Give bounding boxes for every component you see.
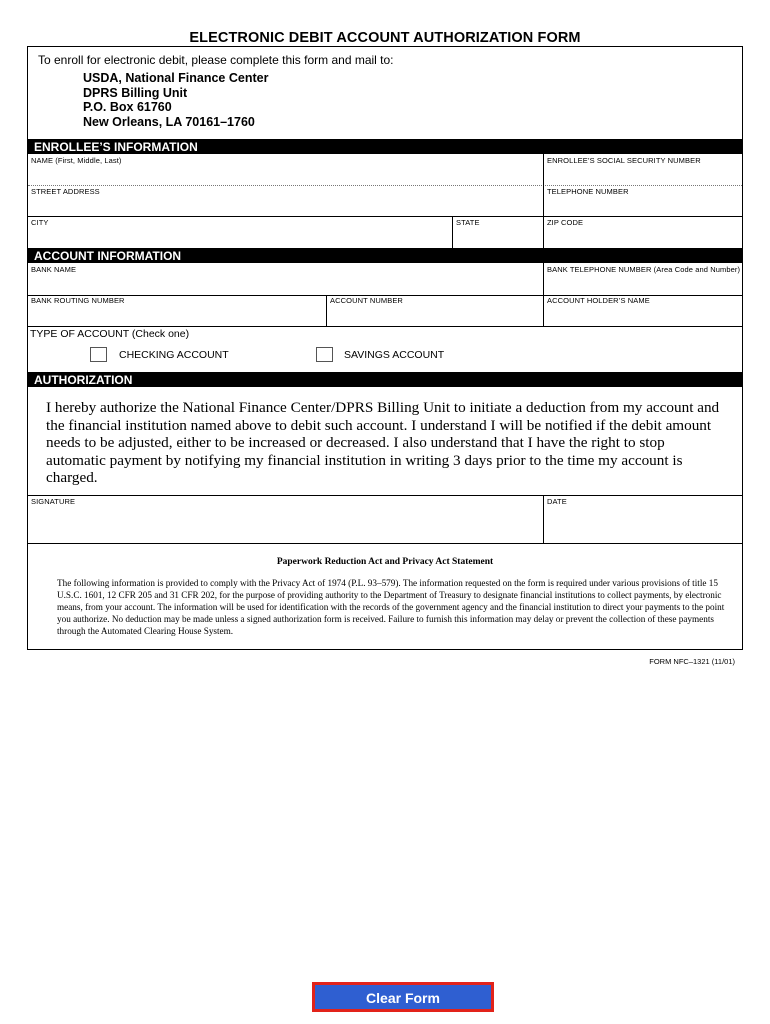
routing-number-field[interactable] — [30, 305, 326, 325]
account-holder-label: ACCOUNT HOLDER’S NAME — [547, 296, 650, 305]
date-label: DATE — [547, 497, 567, 506]
account-number-label: ACCOUNT NUMBER — [330, 296, 403, 305]
divider — [28, 216, 742, 217]
checking-account-checkbox[interactable] — [90, 347, 107, 362]
privacy-title: Paperwork Reduction Act and Privacy Act Statement — [276, 557, 494, 567]
divider — [326, 295, 327, 326]
divider — [543, 295, 544, 326]
ssn-field[interactable] — [546, 165, 744, 185]
authorization-text: I hereby authorize the National Finance Center/DPRS Billing Unit to initiate a deduction from my account and the financial institution named above to debit such account. I understand I will be notified if the debit amount needs to be adjusted, either to be increased or decreased. I also understand that I have the right to stop automatic payment by notifying my financial institution in writing 3 days prior to the time my account is charged. — [46, 399, 720, 487]
state-field[interactable] — [455, 227, 543, 247]
state-label: STATE — [456, 218, 480, 227]
savings-account-label: SAVINGS ACCOUNT — [344, 349, 445, 361]
city-label: CITY — [31, 218, 49, 227]
name-field[interactable] — [30, 165, 542, 185]
divider — [28, 326, 742, 327]
telephone-field[interactable] — [546, 196, 744, 216]
mailing-address-line-4: New Orleans, LA 70161–1760 — [83, 115, 255, 129]
checking-account-label: CHECKING ACCOUNT — [119, 349, 229, 361]
mailing-address-line-3: P.O. Box 61760 — [83, 100, 172, 114]
divider — [543, 263, 544, 295]
city-field[interactable] — [30, 227, 452, 247]
divider — [543, 495, 544, 543]
bank-name-label: BANK NAME — [31, 265, 77, 274]
mailing-address-line-1: USDA, National Finance Center — [83, 71, 269, 85]
name-label: NAME (First, Middle, Last) — [31, 156, 122, 165]
street-label: STREET ADDRESS — [31, 187, 100, 196]
enrollee-section-header: ENROLLEE’S INFORMATION — [28, 139, 742, 154]
divider — [543, 154, 544, 186]
zip-field[interactable] — [546, 227, 744, 247]
signature-area[interactable] — [30, 507, 538, 541]
zip-label: ZIP CODE — [547, 218, 584, 227]
phone-label: TELEPHONE NUMBER — [547, 187, 629, 196]
clear-form-button[interactable]: Clear Form — [312, 982, 494, 1012]
ssn-label: ENROLLEE’S SOCIAL SECURITY NUMBER — [547, 156, 701, 165]
signature-label: SIGNATURE — [31, 497, 76, 506]
divider — [543, 185, 544, 216]
divider — [28, 543, 742, 544]
divider — [452, 216, 453, 248]
bank-phone-label: BANK TELEPHONE NUMBER (Area Code and Number) — [547, 265, 741, 274]
account-section-header: ACCOUNT INFORMATION — [28, 248, 742, 263]
account-type-label: TYPE OF ACCOUNT (Check one) — [30, 328, 190, 340]
authorization-section-header: AUTHORIZATION — [28, 372, 742, 387]
form-title: ELECTRONIC DEBIT ACCOUNT AUTHORIZATION FORM — [189, 30, 581, 46]
form-number: FORM NFC–1321 (11/01) — [649, 657, 735, 666]
divider — [28, 495, 742, 496]
account-number-field[interactable] — [329, 305, 543, 325]
routing-number-label: BANK ROUTING NUMBER — [31, 296, 125, 305]
divider — [543, 216, 544, 248]
dotted-divider — [28, 185, 742, 186]
date-field[interactable] — [546, 507, 744, 539]
account-holder-field[interactable] — [546, 305, 744, 325]
savings-account-checkbox[interactable] — [316, 347, 333, 362]
bank-name-field[interactable] — [30, 274, 542, 294]
bank-phone-field[interactable] — [546, 274, 744, 294]
mailing-address-line-2: DPRS Billing Unit — [83, 86, 188, 100]
intro-text: To enroll for electronic debit, please complete this form and mail to: — [38, 53, 394, 67]
privacy-statement: The following information is provided to comply with the Privacy Act of 1974 (P.L. 93–579). The information requested on the form is required under various provisions of title 15 U.S.C. 1601, 12 CFR 205 and 31 CFR 202, for the purpose of providing authority to the Department of Treasury to designate financial institutions to collect payments, by electronic means, from your account. The information will be used for identification with the records of the government agency and the financial institution to direct your payments to the point you authorize. No deduction may be made unless a signed authorization form is received. Failure to furnish this information may delay or prevent the collection of these payments through the Automated Clearing House System. — [57, 578, 725, 636]
street-address-field[interactable] — [30, 196, 542, 216]
